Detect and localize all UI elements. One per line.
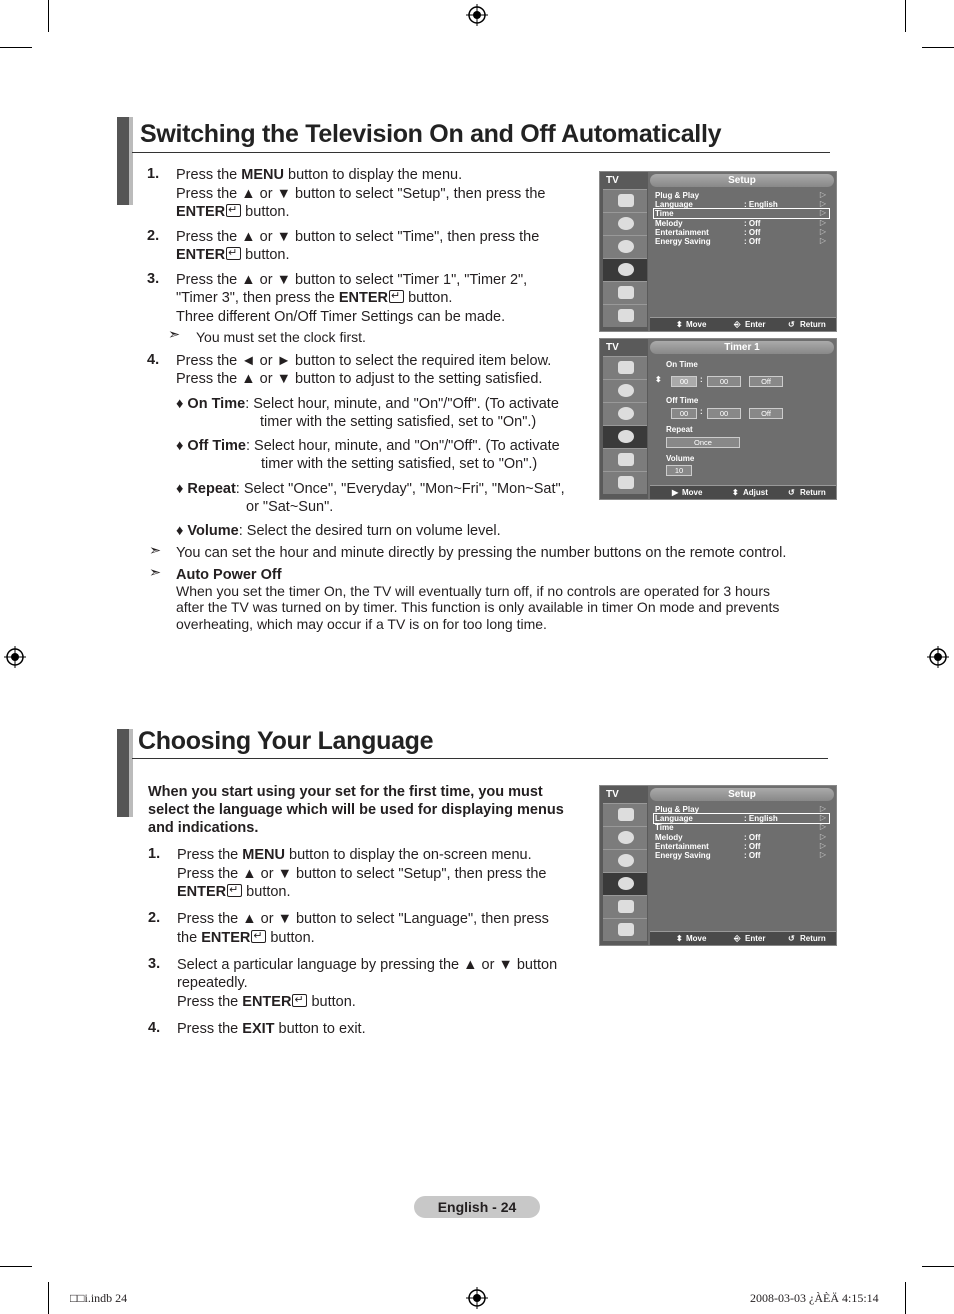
up-down-icon: ⬍ bbox=[732, 488, 739, 497]
right-triangle-icon: ▷ bbox=[819, 218, 826, 227]
title-rule bbox=[132, 152, 830, 153]
note-text: When you set the timer On, the TV will eventually turn off, if no controls are operated for 3 hours bbox=[176, 583, 771, 599]
osd-item-value: : Off bbox=[744, 842, 761, 851]
note-arrow-icon: ➣ bbox=[149, 565, 162, 581]
osd-item-label: Energy Saving bbox=[655, 851, 711, 860]
support-icon bbox=[603, 304, 647, 327]
osd-sidebar bbox=[600, 786, 648, 945]
setup-gear-icon bbox=[603, 872, 647, 895]
note-text: overheating, which may occur if a TV is on for too long time. bbox=[176, 616, 547, 632]
osd-item-value: : Off bbox=[744, 851, 761, 860]
right-triangle-icon: ▷ bbox=[819, 813, 826, 822]
enter-icon bbox=[251, 930, 266, 943]
step-number: 2. bbox=[148, 910, 161, 926]
osd-item-label: Entertainment bbox=[655, 842, 709, 851]
sound-icon bbox=[603, 826, 647, 849]
repeat-field[interactable]: Once bbox=[666, 437, 740, 448]
step-number: 3. bbox=[147, 271, 160, 287]
off-state-field[interactable]: Off bbox=[749, 408, 783, 419]
osd-footer bbox=[650, 931, 836, 945]
support-icon bbox=[603, 918, 647, 941]
crop-mark bbox=[922, 1266, 954, 1267]
osd-setup-menu bbox=[599, 171, 837, 332]
right-triangle-icon: ▷ bbox=[819, 841, 826, 850]
step-number: 4. bbox=[148, 1020, 161, 1036]
osd-item-label: Entertainment bbox=[655, 228, 709, 237]
channel-icon bbox=[603, 402, 647, 425]
osd-item-label: Language bbox=[655, 200, 693, 209]
osd-highlight bbox=[653, 208, 830, 219]
osd-item-label: Time bbox=[655, 823, 674, 832]
osd-footer-adjust: Adjust bbox=[743, 488, 768, 497]
osd-item-value: : English bbox=[744, 200, 778, 209]
osd-item-value: : Off bbox=[744, 237, 761, 246]
right-triangle-icon: ▷ bbox=[819, 832, 826, 841]
step-text: Press the MENU button to display the on-screen menu. bbox=[177, 847, 532, 863]
right-arrow-icon: ▶ bbox=[672, 488, 679, 497]
osd-header: Setup bbox=[650, 788, 834, 801]
off-minute-field[interactable]: 00 bbox=[707, 408, 741, 419]
off-hour-field[interactable]: 00 bbox=[671, 408, 697, 419]
bullet-text: timer with the setting satisfied, set to "On".) bbox=[261, 456, 538, 472]
enter-icon bbox=[226, 204, 241, 217]
step-text: ENTER↵ button. bbox=[176, 246, 290, 264]
return-icon: ↺ bbox=[788, 320, 795, 329]
note-text: You can set the hour and minute directly by pressing the number buttons on the remote control. bbox=[176, 545, 787, 561]
picture-icon bbox=[603, 189, 647, 212]
right-triangle-icon: ▷ bbox=[819, 190, 826, 199]
crop-mark bbox=[48, 0, 49, 32]
osd-timer-menu bbox=[599, 338, 837, 500]
right-triangle-icon: ▷ bbox=[819, 208, 826, 217]
step-number: 1. bbox=[147, 166, 160, 182]
osd-item-value: : Off bbox=[744, 219, 761, 228]
bullet-item: ♦ On Time: Select hour, minute, and "On"/"Off". (To activate bbox=[176, 396, 559, 412]
step-text: "Timer 3", then press the ENTER↵ button. bbox=[176, 289, 452, 307]
step-text: repeatedly. bbox=[177, 975, 248, 991]
return-icon: ↺ bbox=[788, 934, 795, 943]
osd-item-value: : Off bbox=[744, 833, 761, 842]
step-text: Press the ▲ or ▼ button to select "Language", then press bbox=[177, 911, 549, 927]
section-bar bbox=[117, 729, 129, 817]
right-triangle-icon: ▷ bbox=[819, 199, 826, 208]
registration-mark-icon bbox=[4, 646, 26, 668]
title-rule bbox=[132, 758, 828, 759]
osd-body bbox=[650, 803, 836, 931]
enter-icon: ⎆ bbox=[734, 320, 741, 329]
osd-footer-enter: Enter bbox=[745, 934, 766, 943]
section-title: Choosing Your Language bbox=[138, 727, 434, 755]
intro-text: select the language which will be used for displaying menus bbox=[148, 802, 564, 818]
step-text: Press the ▲ or ▼ button to select "Timer 1", "Timer 2", bbox=[176, 272, 528, 288]
crop-mark bbox=[0, 1266, 32, 1267]
step-text: ENTER↵ button. bbox=[177, 883, 291, 901]
step-text: Press the ▲ or ▼ button to select "Time", then press the bbox=[176, 229, 540, 245]
note-text: You must set the clock first. bbox=[196, 329, 366, 345]
intro-text: When you start using your set for the first time, you must bbox=[148, 784, 543, 800]
step-number: 1. bbox=[148, 846, 161, 862]
crop-mark bbox=[905, 1282, 906, 1314]
crop-mark bbox=[48, 1282, 49, 1314]
setup-gear-icon bbox=[603, 258, 647, 281]
crop-mark bbox=[905, 0, 906, 32]
note-arrow-icon: ➣ bbox=[168, 327, 181, 343]
colon: : bbox=[700, 375, 703, 384]
colon: : bbox=[700, 407, 703, 416]
step-text: the ENTER↵ button. bbox=[177, 929, 315, 947]
osd-footer bbox=[650, 317, 836, 331]
note-title: Auto Power Off bbox=[176, 567, 282, 583]
osd-footer-return: Return bbox=[800, 934, 826, 943]
registration-mark-icon bbox=[927, 646, 949, 668]
osd-sidebar bbox=[600, 339, 648, 499]
osd-item-value: : English bbox=[744, 814, 778, 823]
osd-item-label: Energy Saving bbox=[655, 237, 711, 246]
osd-item-label: Time bbox=[655, 209, 674, 218]
volume-field[interactable]: 10 bbox=[666, 465, 692, 476]
bullet-text: timer with the setting satisfied, set to "On".) bbox=[260, 414, 537, 430]
bullet-item: ♦ Repeat: Select "Once", "Everyday", "Mon~Fri", "Mon~Sat", bbox=[176, 481, 565, 497]
right-triangle-icon: ▷ bbox=[819, 822, 826, 831]
bullet-text: or "Sat~Sun". bbox=[246, 499, 334, 515]
section-bar bbox=[117, 117, 129, 205]
step-text: Press the EXIT button to exit. bbox=[177, 1021, 366, 1037]
osd-footer-return: Return bbox=[800, 320, 826, 329]
enter-icon bbox=[226, 247, 241, 260]
osd-body bbox=[650, 356, 836, 485]
step-text: Three different On/Off Timer Settings can be made. bbox=[176, 309, 506, 325]
step-text: Press the ◄ or ► button to select the required item below. bbox=[176, 353, 552, 369]
note-arrow-icon: ➣ bbox=[149, 543, 162, 559]
osd-item-value: : Off bbox=[744, 228, 761, 237]
osd-item-label: Plug & Play bbox=[655, 191, 700, 200]
bullet-item: ♦ Off Time: Select hour, minute, and "On"/"Off". (To activate bbox=[176, 438, 560, 454]
osd-footer-return: Return bbox=[800, 488, 826, 497]
up-down-icon: ⬍ bbox=[655, 375, 662, 384]
step-text: ENTER↵ button. bbox=[176, 203, 290, 221]
note-text: after the TV was turned on by timer. This function is only available in timer On mode and prevents bbox=[176, 599, 780, 615]
osd-off-time-label: Off Time bbox=[666, 396, 699, 405]
date-slug: 2008-03-03 ¿ÀÈÄ 4:15:14 bbox=[750, 1291, 879, 1305]
picture-icon bbox=[603, 803, 647, 826]
osd-footer-move: Move bbox=[682, 488, 703, 497]
input-icon bbox=[603, 895, 647, 918]
step-text: Press the ▲ or ▼ button to select "Setup", then press the bbox=[177, 866, 547, 882]
osd-footer-move: Move bbox=[686, 320, 707, 329]
enter-icon bbox=[227, 884, 242, 897]
osd-footer-enter: Enter bbox=[745, 320, 766, 329]
osd-footer bbox=[650, 485, 836, 499]
registration-mark-icon bbox=[466, 1287, 488, 1309]
intro-text: and indications. bbox=[148, 820, 259, 836]
crop-mark bbox=[0, 47, 32, 48]
right-triangle-icon: ▷ bbox=[819, 850, 826, 859]
support-icon bbox=[603, 471, 647, 494]
on-state-field[interactable]: Off bbox=[749, 376, 783, 387]
osd-tv-label: TV bbox=[606, 789, 619, 800]
input-icon bbox=[603, 281, 647, 304]
osd-body bbox=[650, 189, 836, 317]
osd-on-time-label: On Time bbox=[666, 360, 698, 369]
setup-gear-icon bbox=[603, 425, 647, 448]
input-icon bbox=[603, 448, 647, 471]
step-number: 4. bbox=[147, 352, 160, 368]
up-down-icon: ⬍ bbox=[676, 934, 683, 943]
enter-icon bbox=[292, 994, 307, 1007]
osd-volume-label: Volume bbox=[666, 454, 695, 463]
step-text: Press the MENU button to display the menu. bbox=[176, 167, 463, 183]
osd-header: Timer 1 bbox=[650, 341, 834, 354]
osd-header: Setup bbox=[650, 174, 834, 187]
osd-item-label: Language bbox=[655, 814, 693, 823]
step-text: Press the ▲ or ▼ button to select "Setup", then press the bbox=[176, 186, 546, 202]
crop-mark bbox=[922, 47, 954, 48]
enter-icon bbox=[389, 290, 404, 303]
on-minute-field[interactable]: 00 bbox=[707, 376, 741, 387]
osd-item-label: Melody bbox=[655, 833, 683, 842]
right-triangle-icon: ▷ bbox=[819, 227, 826, 236]
osd-item-label: Melody bbox=[655, 219, 683, 228]
sound-icon bbox=[603, 212, 647, 235]
on-hour-field[interactable]: 00 bbox=[671, 376, 697, 387]
return-icon: ↺ bbox=[788, 488, 795, 497]
channel-icon bbox=[603, 849, 647, 872]
file-slug: □□i.indb 24 bbox=[70, 1291, 128, 1305]
step-text: Press the ▲ or ▼ button to adjust to the setting satisfied. bbox=[176, 371, 543, 387]
step-text: Select a particular language by pressing the ▲ or ▼ button bbox=[177, 957, 558, 973]
enter-icon: ⎆ bbox=[734, 934, 741, 943]
osd-sidebar bbox=[600, 172, 648, 331]
up-down-icon: ⬍ bbox=[676, 320, 683, 329]
channel-icon bbox=[603, 235, 647, 258]
step-text: Press the ENTER↵ button. bbox=[177, 993, 356, 1011]
osd-tv-label: TV bbox=[606, 342, 619, 353]
right-triangle-icon: ▷ bbox=[819, 236, 826, 245]
picture-icon bbox=[603, 356, 647, 379]
osd-repeat-label: Repeat bbox=[666, 425, 693, 434]
bullet-item: ♦ Volume: Select the desired turn on volume level. bbox=[176, 523, 501, 539]
sound-icon bbox=[603, 379, 647, 402]
step-number: 2. bbox=[147, 228, 160, 244]
step-number: 3. bbox=[148, 956, 161, 972]
osd-tv-label: TV bbox=[606, 175, 619, 186]
page-number-badge: English - 24 bbox=[414, 1196, 540, 1218]
section-title: Switching the Television On and Off Automatically bbox=[140, 120, 722, 148]
osd-item-label: Plug & Play bbox=[655, 805, 700, 814]
registration-mark-icon bbox=[466, 4, 488, 26]
right-triangle-icon: ▷ bbox=[819, 804, 826, 813]
osd-setup-menu bbox=[599, 785, 837, 946]
osd-footer-move: Move bbox=[686, 934, 707, 943]
